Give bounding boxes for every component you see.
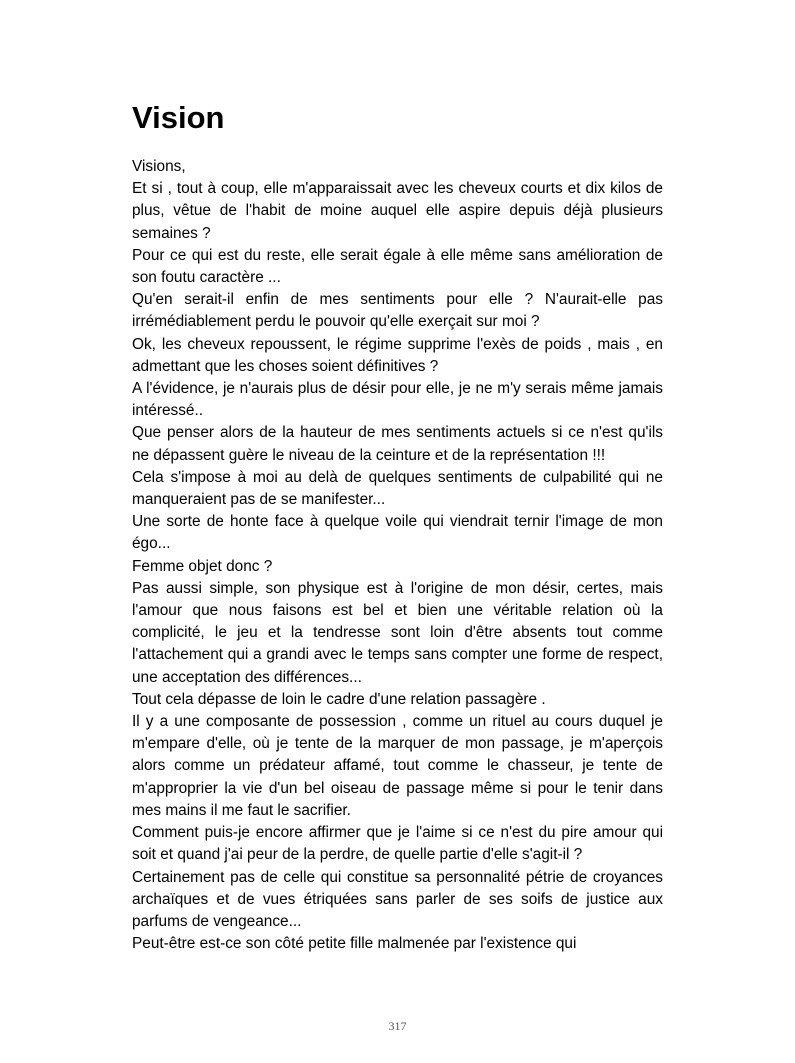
paragraph: Pas aussi simple, son physique est à l'origine de mon désir, certes, mais l'amour que nous faisons est bel et bien une véritable relation où la complicité, le jeu et la tendresse sont loin d'être absents tout comme l'attachement qui a grandi avec le temps sans compter une forme de respect, une acceptation des différences... <box>132 579 663 686</box>
chapter-title: Vision <box>132 100 225 135</box>
paragraph: Que penser alors de la hauteur de mes sentiments actuels si ce n'est qu'ils ne dépassent guère le niveau de la ceinture et de la représentation !!! <box>132 424 663 464</box>
paragraph: Tout cela dépasse de loin le cadre d'une relation passagère . <box>132 690 546 708</box>
body-text <box>132 156 663 955</box>
paragraph: A l'évidence, je n'aurais plus de désir pour elle, je ne m'y serais même jamais intéressé.. <box>132 380 663 420</box>
paragraph: Une sorte de honte face à quelque voile qui viendrait ternir l'image de mon égo... <box>132 513 663 553</box>
page-number: 317 <box>388 1019 407 1033</box>
paragraph: Comment puis-je encore affirmer que je l'aime si ce n'est du pire amour qui soit et quand j'ai peur de la perdre, de quelle partie d'elle s'agit-il ? <box>132 824 663 864</box>
paragraph: Femme objet donc ? <box>132 557 273 575</box>
paragraph: Certainement pas de celle qui constitue sa personnalité pétrie de croyances archaïques et de vues étriquées sans parler de ses soifs de justice aux parfums de vengeance... <box>132 868 663 930</box>
paragraph: Et si , tout à coup, elle m'apparaissait avec les cheveux courts et dix kilos de plus, vêtue de l'habit de moine auquel elle aspire depuis déjà plusieurs semaines ? <box>132 180 663 242</box>
paragraph: Visions, <box>132 158 186 175</box>
paragraph: Pour ce qui est du reste, elle serait égale à elle même sans amélioration de son foutu caractère ... <box>132 246 663 287</box>
paragraph: Qu'en serait-il enfin de mes sentiments pour elle ? N'aurait-elle pas irrémédiablement perdu le pouvoir qu'elle exerçait sur moi ? <box>132 291 663 331</box>
paragraph: Il y a une composante de possession , comme un rituel au cours duquel je m'empare d'elle, où je tente de la marquer de mon passage, je m'aperçois alors comme un prédateur affamé, tout comme le chasseur, je tente de m'approprier la vie d'un bel oiseau de passage même si pour le tenir dans mes mains il me faut le sacrifier. <box>132 713 663 819</box>
paragraph: Peut-être est-ce son côté petite fille malmenée par l'existence qui <box>132 935 577 953</box>
paragraph: Ok, les cheveux repoussent, le régime supprime l'exès de poids , mais , en admettant que les choses soient définitives ? <box>132 335 663 375</box>
paragraph: Cela s'impose à moi au delà de quelques sentiments de culpabilité qui ne manqueraient pas de se manifester... <box>132 468 663 509</box>
